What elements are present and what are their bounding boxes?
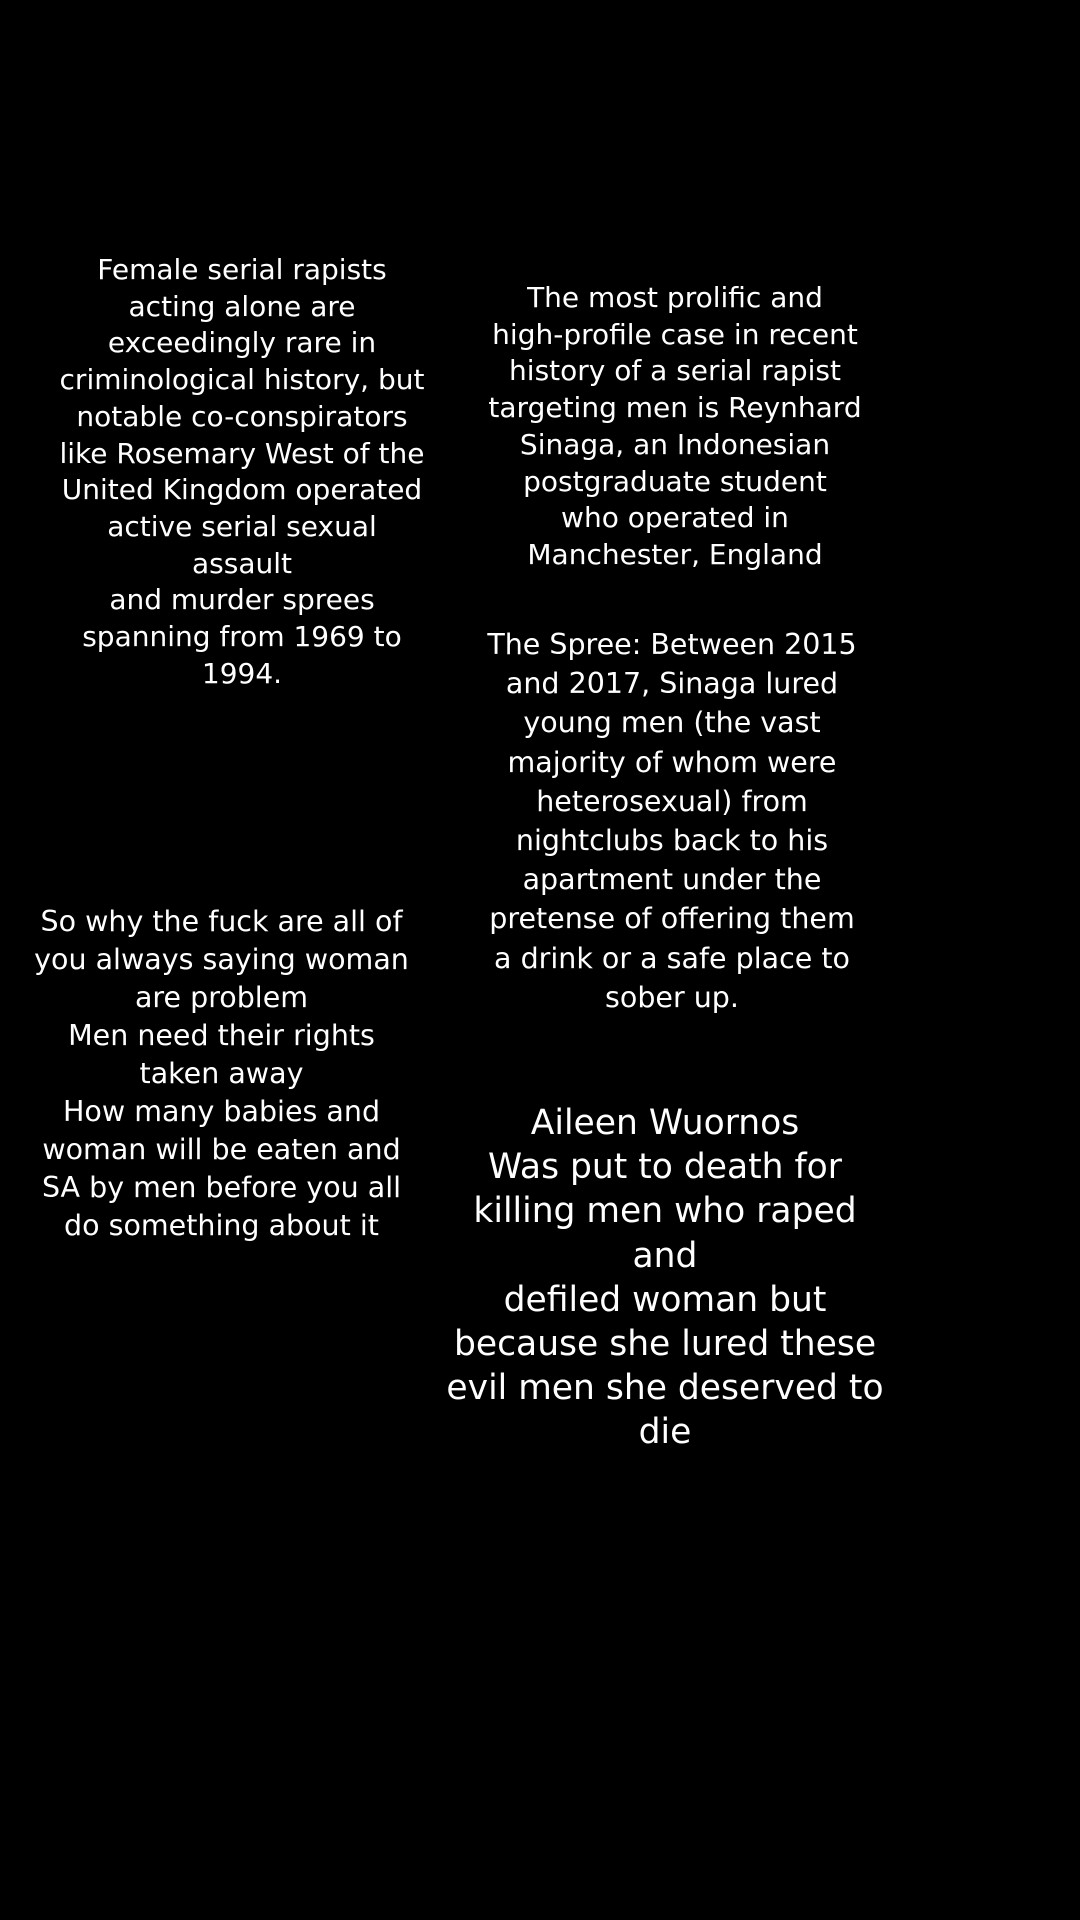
text-block-reynhard-sinaga: The most prolific and high-profile case in recent history of a serial rapist targeting men is Reynhard Sinaga, an Indonesian postgraduate student who operated in Manchester, England: [488, 281, 862, 571]
text-block-aileen-wuornos: Aileen Wuornos Was put to death for killing men who raped and defiled woman but because she lured these evil men she deserved to die: [446, 1103, 884, 1453]
text-block-why-question: So why the fuck are all of you always saying woman are problem Men need their rights taken away How many babies and woman will be eaten and SA by men before you all do something about it: [34, 905, 409, 1242]
text-block-serial-rapists: Female serial rapists acting alone are exceedingly rare in criminological history, but notable co-conspirators like Rosemary West of the United Kingdom operated active serial sexual assault and murder sprees spanning from 1969 to 1994.: [59, 253, 425, 690]
text-block-the-spree: The Spree: Between 2015 and 2017, Sinaga lured young men (the vast majority of whom were heterosexual) from nightclubs back to his apartment under the pretense of offering them a drink or a safe place to sober up.: [487, 628, 857, 1014]
